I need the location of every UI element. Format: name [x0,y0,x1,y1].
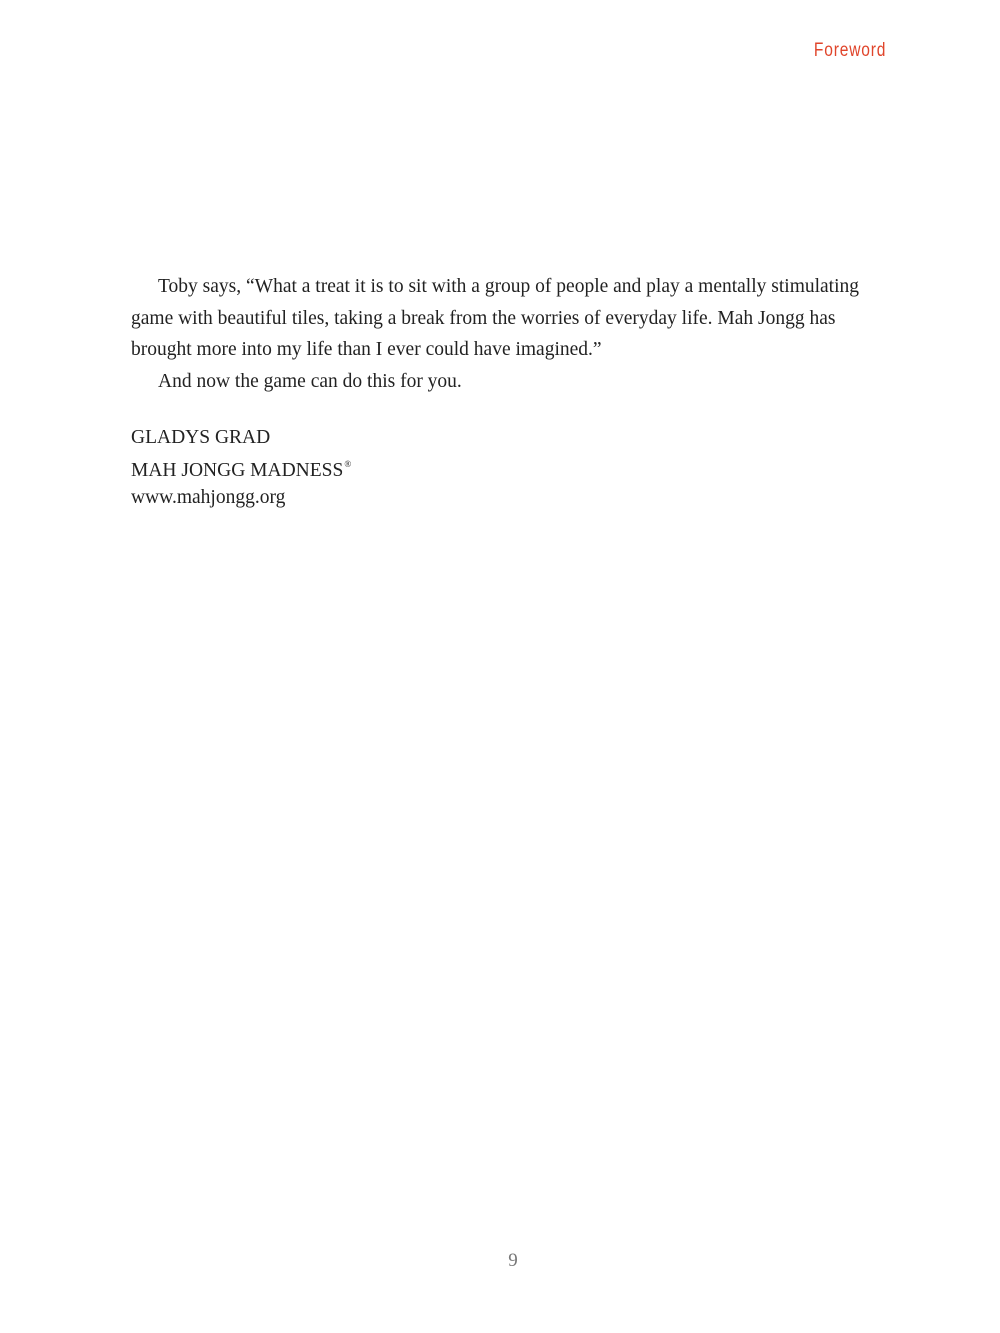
author-organization: MAH JONGG MADNESS [131,460,344,481]
running-head-section-title: Foreword [813,40,886,61]
foreword-body [131,271,876,397]
author-organization-line [131,451,351,484]
registered-trademark-mark: ® [344,459,352,469]
author-name: GLADYS GRAD [131,427,271,448]
author-signature-block [131,424,351,511]
page-number: 9 [508,1250,518,1271]
foreword-paragraph-closing: And now the game can do this for you. [158,370,462,392]
author-website: www.mahjongg.org [131,487,286,508]
foreword-paragraph-quote: Toby says, “What a treat it is to sit with a group of people and play a mentally stimulating game with beautiful tiles, taking a break from the worries of everyday life. Mah Jongg has brought more into my life than I ever could have imagined.” [131,276,860,360]
